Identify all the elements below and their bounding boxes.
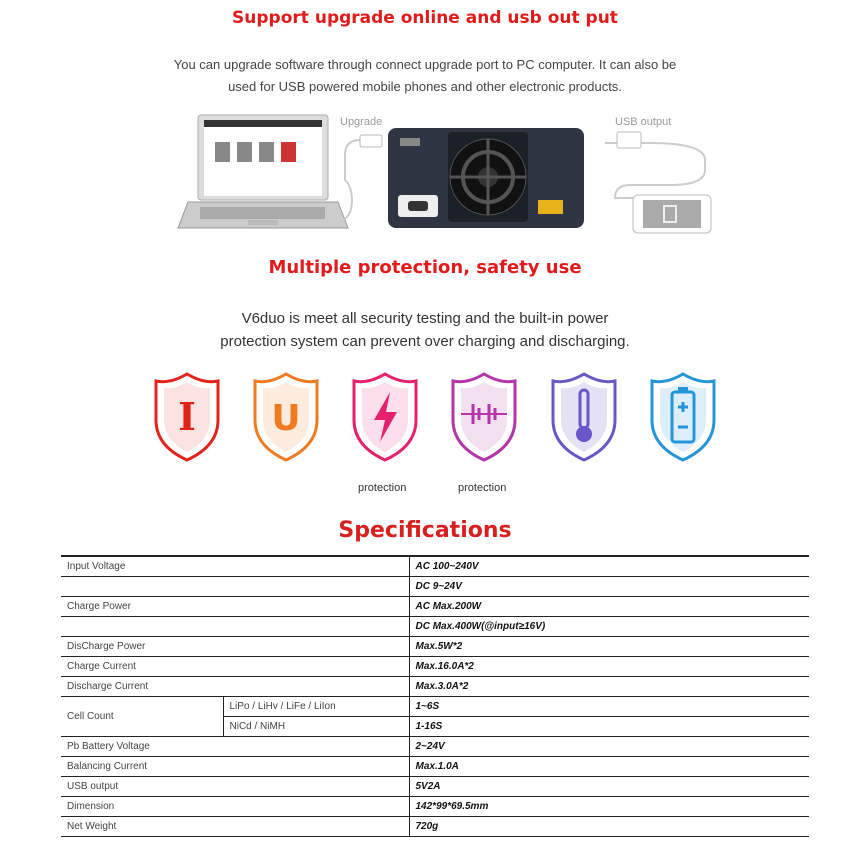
protection-description [0,307,850,353]
shield-caption: protection [458,482,507,494]
spec-value: 142*99*69.5mm [409,797,809,817]
spec-value: DC 9~24V [409,577,809,597]
table-row [61,737,809,757]
svg-text:I: I [178,394,196,439]
table-row [61,817,809,837]
battery-protection-shield-icon [652,374,714,460]
table-row [61,637,809,657]
specifications-table [61,555,809,837]
temperature-protection-shield-icon [553,374,615,460]
upgrade-label: Upgrade [340,116,383,128]
spec-label: Dimension [61,797,409,817]
phone-icon [633,195,711,233]
spec-label: USB output [61,777,409,797]
spec-label: Charge Current [61,657,409,677]
table-row [61,577,809,597]
section-title-protection: Multiple protection, safety use [268,257,582,278]
spec-value: 720g [409,817,809,837]
laptop-icon [178,115,348,228]
voltage-protection-shield-icon [255,374,317,460]
table-row [61,797,809,817]
spec-label: Charge Power [61,597,409,617]
shield-caption: protection [358,482,407,494]
current-protection-shield-icon [156,374,218,460]
spec-value: AC 100~240V [409,556,809,577]
spec-value: Max.16.0A*2 [409,657,809,677]
table-row [61,697,809,717]
table-row [61,777,809,797]
table-row [61,677,809,697]
table-row [61,617,809,637]
specifications-title: Specifications [338,518,512,543]
spec-value: 5V2A [409,777,809,797]
spec-value: Max.1.0A [409,757,809,777]
spec-sublabel: LiPo / LiHv / LiFe / LiIon [223,697,409,717]
desc-line: protection system can prevent over charging and discharging. [220,333,630,350]
desc-line: You can upgrade software through connect upgrade port to PC computer. It can also be [173,57,677,72]
spec-label: Discharge Current [61,677,409,697]
spec-sublabel: NiCd / NiMH [223,717,409,737]
upgrade-description [0,54,850,98]
protection-shields [0,372,850,464]
section-title-upgrade: Support upgrade online and usb out put [232,8,618,28]
desc-line: V6duo is meet all security testing and the built-in power [241,310,609,327]
spec-value: Max.3.0A*2 [409,677,809,697]
table-row [61,657,809,677]
svg-text:U: U [271,398,301,439]
spec-label: Cell Count [61,697,223,737]
spec-label [61,617,409,637]
upgrade-illustration [170,110,720,235]
spec-label: Balancing Current [61,757,409,777]
spec-label: Input Voltage [61,556,409,577]
charger-device-icon [388,128,584,228]
cell-balance-protection-shield-icon [453,374,515,460]
spec-value: 1-16S [409,717,809,737]
spec-value: Max.5W*2 [409,637,809,657]
spec-value: AC Max.200W [409,597,809,617]
usb-output-label: USB output [615,116,672,128]
spec-label: Net Weight [61,817,409,837]
table-row [61,556,809,577]
spec-label [61,577,409,597]
spec-value: 2~24V [409,737,809,757]
power-protection-shield-icon [354,374,416,460]
spec-label: DisCharge Power [61,637,409,657]
table-row [61,597,809,617]
spec-label: Pb Battery Voltage [61,737,409,757]
desc-line: used for USB powered mobile phones and other electronic products. [228,79,622,94]
spec-value: 1~6S [409,697,809,717]
spec-value: DC Max.400W(@input≥16V) [409,617,809,637]
table-row [61,757,809,777]
